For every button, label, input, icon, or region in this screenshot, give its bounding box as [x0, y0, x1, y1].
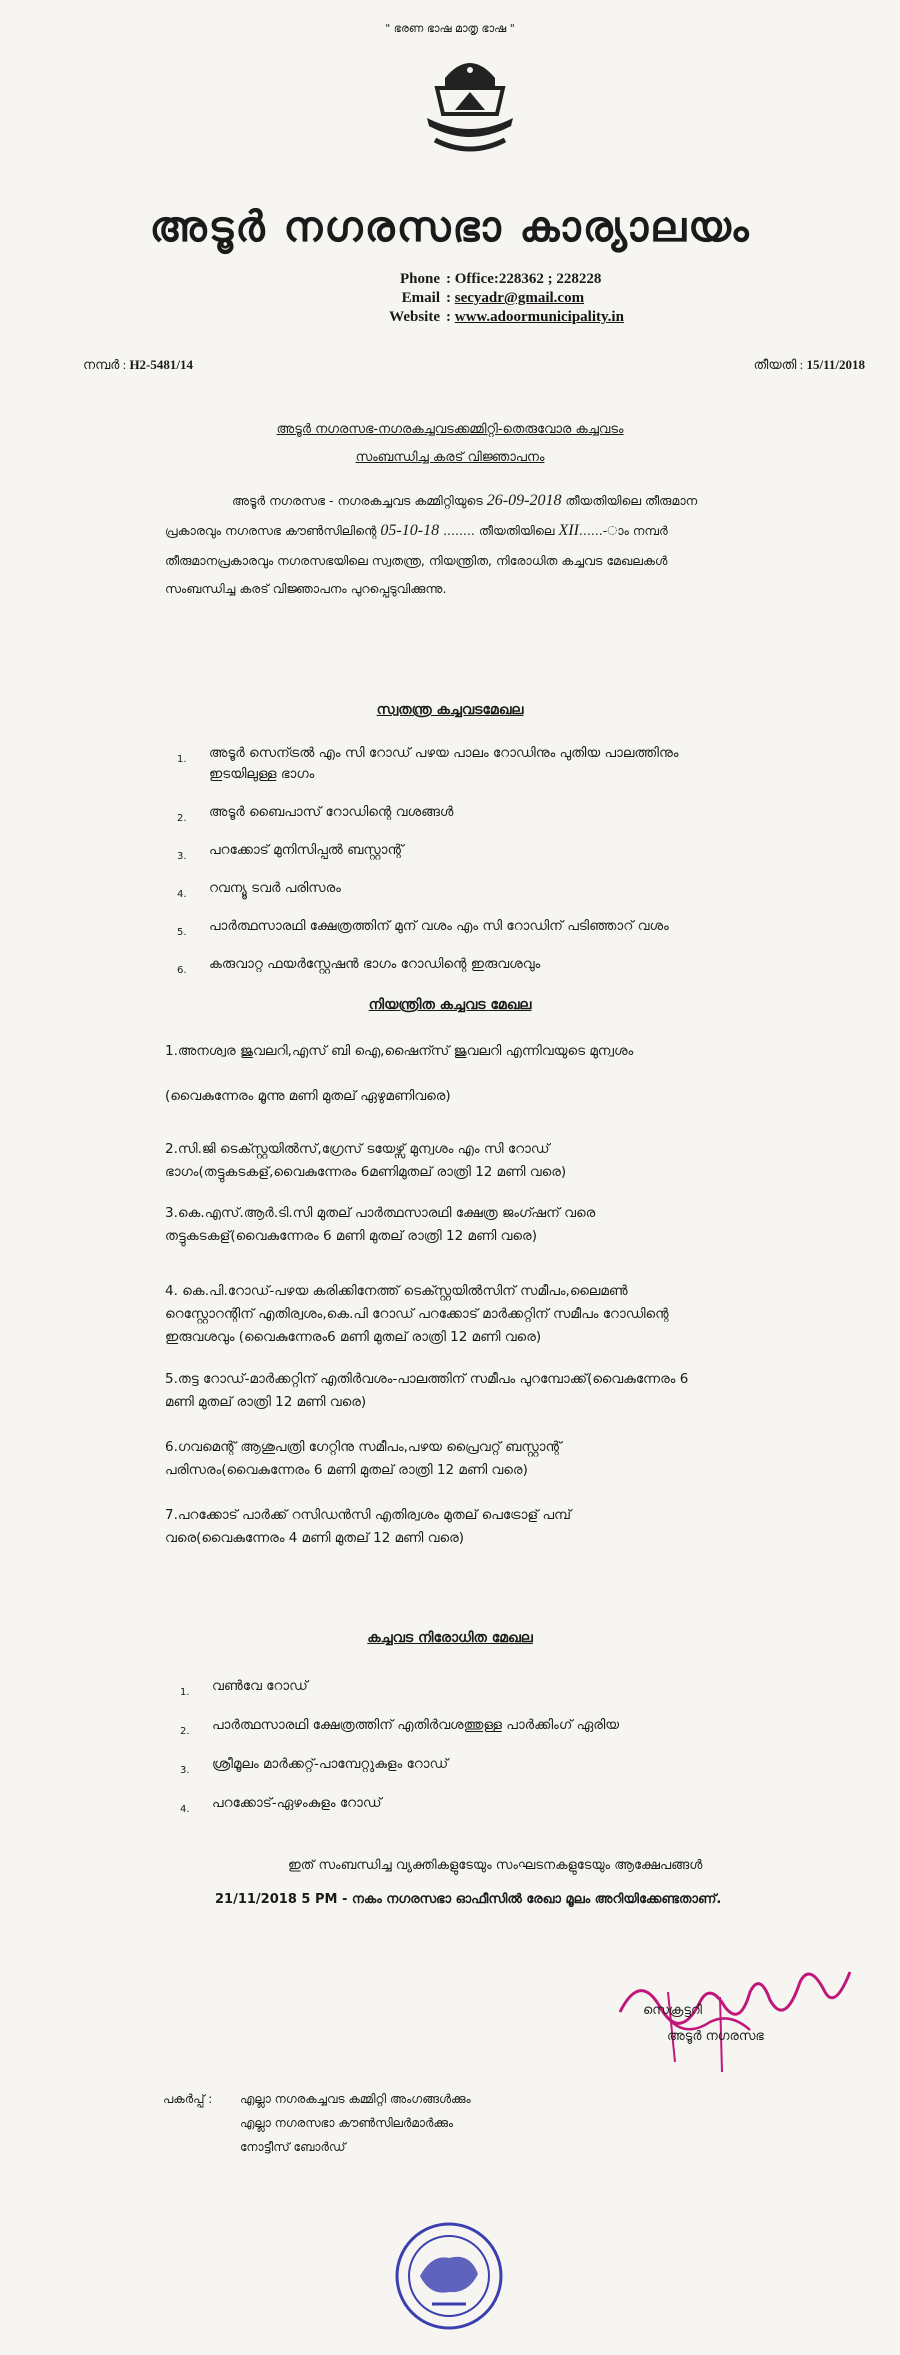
regulated-item-5: [165, 1368, 845, 1414]
regulated-text: മണി മുതല് രാത്രി 12 മണി വരെ): [165, 1394, 367, 1410]
separator: :: [446, 309, 451, 325]
regulated-text: തട്ടുകടകള്(വൈകുന്നേരം 6 മണി മുതല് രാത്രി 12 മണി വരെ): [165, 1228, 537, 1244]
regulated-item-2: [165, 1138, 845, 1184]
regulated-text: 6.ഗവമെന്റ് ആശുപത്രി ഗേറ്റിനു സമീപം,പഴയ പ്രൈവറ്റ് ബസ്റ്റാന്റ്: [165, 1439, 562, 1455]
separator: :: [446, 271, 451, 287]
list-item: കരുവാറ്റ ഫയർസ്റ്റേഷൻ ഭാഗം റോഡിന്റെ ഇരുവശവും: [209, 956, 541, 972]
list-number: 6.: [177, 965, 187, 976]
list-number: 3.: [177, 851, 187, 862]
list-item: അടൂർ സെന്ട്രൽ എം സി റോഡ് പഴയ പാലം റോഡിനും പുതിയ പാലത്തിനും: [209, 745, 679, 761]
regulated-text: 5.തട്ട റോഡ്-മാർക്കറ്റിന് എതിർവശം-പാലത്തിന് സമീപം പുറമ്പോക്ക്(വൈകുന്നേരം 6: [165, 1371, 689, 1387]
list-number: 3.: [180, 1765, 190, 1776]
phone-label: Phone: [399, 271, 440, 287]
list-number: 1.: [180, 1687, 190, 1698]
list-number: 2.: [180, 1726, 190, 1737]
list-number: 5.: [177, 927, 187, 938]
date-label: തീയതി :: [753, 357, 804, 372]
copy-recipient: എല്ലാ നഗരസഭാ കൗൺസിലർമാർക്കും: [240, 2116, 453, 2130]
prohibited-zone-title: കച്ചവട നിരോധിത മേഖല: [367, 1630, 533, 1646]
website-row: [372, 308, 624, 327]
email-label: Email: [401, 290, 440, 306]
reference-number: [83, 357, 193, 373]
list-item: ശ്രീമൂലം മാർക്കറ്റ്-പാമ്പേറ്റുകുളം റോഡ്: [212, 1756, 449, 1772]
regulated-text: 2.സി.ജി ടെക്സ്റ്റയിൽസ്,ഗ്രേസ് ടയേഴ്സ് മുന്വശം എം സി റോഡ്: [165, 1141, 550, 1157]
list-item: പറക്കോട് മുനിസിപ്പൽ ബസ്റ്റാന്റ്: [209, 842, 404, 858]
secretary-designation: സെക്രട്ടറി: [643, 2003, 702, 2018]
copy-to-label: പകർപ്പ് :: [163, 2092, 213, 2106]
list-item: ഇടയിലുള്ള ഭാഗം: [209, 766, 315, 782]
regulated-text: ഭാഗം(തട്ടുകടകള്,വൈകുന്നേരം 6മണിമുതല് രാത്രി 12 മണി വരെ): [165, 1164, 567, 1180]
regulated-item-7: [165, 1504, 845, 1550]
date-value: 15/11/2018: [806, 357, 865, 372]
ref-label: നമ്പർ :: [83, 357, 127, 372]
regulated-text: 4. കെ.പി.റോഡ്-പഴയ കരിക്കിനേത്ത് ടെക്സ്റ്റയിൽസിന് സമീപം,ലൈമൺ: [165, 1283, 628, 1299]
list-item: വൺവേ റോഡ്: [212, 1678, 308, 1694]
website-link[interactable]: www.adoormunicipality.in: [454, 309, 624, 325]
handwritten-date: 05-10-18: [380, 522, 440, 539]
regulated-text: വരെ(വൈകുന്നേരം 4 മണി മുതല് 12 മണി വരെ): [165, 1530, 465, 1546]
regulated-text: 7.പറക്കോട് പാർക്ക് റസിഡൻസി എതിര്വശം മുതല് പെട്രോള് പമ്പ്: [165, 1507, 571, 1523]
document-date: [754, 357, 865, 373]
list-number: 4.: [177, 889, 187, 900]
regulated-text: 3.കെ.എസ്.ആർ.ടി.സി മുതല് പാർത്ഥസാരഥി ക്ഷേത്ര ജംഗ്ഷന് വരെ: [165, 1205, 596, 1221]
intro-text: പ്രകാരവും നഗരസഭ കൗൺസിലിന്റെ: [165, 523, 377, 538]
regulated-text: 1.അനശ്വര ജുവലറി,എസ് ബി ഐ,ഷൈന്സ് ജുവലറി എന്നിവയുടെ മുന്വശം: [165, 1043, 634, 1059]
list-number: 2.: [177, 813, 187, 824]
list-item: റവന്യൂ ടവർ പരിസരം: [209, 880, 341, 896]
copy-recipient: നോട്ടീസ് ബോർഡ്: [240, 2140, 346, 2154]
copy-to-list: [240, 2087, 471, 2159]
handwritten-date: 26-09-2018: [486, 492, 562, 509]
email-link[interactable]: secyadr@gmail.com: [454, 290, 585, 306]
list-number: 1.: [177, 754, 187, 765]
office-seal: [392, 2216, 507, 2336]
handwritten-number: XII: [558, 522, 579, 539]
intro-text: ......-ാം നമ്പർ: [578, 523, 668, 538]
copy-recipient: എല്ലാ നഗരകച്ചവട കമ്മിറ്റി അംഗങ്ങൾക്കും: [240, 2092, 471, 2106]
regulated-text: ഇരുവശവും (വൈകുന്നേരം6 മണി മുതല് രാത്രി 12 മണി വരെ): [165, 1329, 542, 1345]
regulated-item-6: [165, 1436, 845, 1482]
closing-line-1: ഇത് സംബന്ധിച്ച വ്യക്തികളുടേയും സംഘടനകളുടേയും ആക്ഷേപങ്ങൾ: [288, 1858, 703, 1873]
contact-block: [372, 270, 624, 327]
list-item: അടൂർ ബൈപാസ് റോഡിന്റെ വശങ്ങൾ: [209, 804, 454, 820]
list-item: പാർത്ഥസാരഥി ക്ഷേത്രത്തിന് മുന് വശം എം സി റോഡിന് പടിഞ്ഞാറ് വശം: [209, 918, 669, 934]
intro-text: തീയതിയിലെ തീരുമാന: [565, 493, 698, 508]
list-item: പറക്കോട്-ഏഴംകുളം റോഡ്: [212, 1795, 382, 1811]
intro-line-4: സംബന്ധിച്ച കരട് വിജ്ഞാപനം പുറപ്പെടുവിക്കുന്നു.: [165, 581, 447, 596]
office-title: അടൂർ നഗരസഭാ കാര്യാലയം: [149, 202, 751, 251]
website-label: Website: [389, 309, 440, 325]
intro-line-2: [165, 516, 855, 546]
secretary-office: അടൂർ നഗരസഭ: [667, 2029, 764, 2044]
municipality-emblem: [415, 48, 525, 160]
regulated-zone-title: നിയന്ത്രിത കച്ചവട മേഖല: [368, 997, 532, 1013]
intro-line-1: [232, 486, 842, 516]
closing-line-2: 21/11/2018 5 PM - നകം നഗരസഭാ ഓഫീസിൽ രേഖാ മൂലം അറിയിക്കേണ്ടതാണ്.: [215, 1892, 722, 1907]
regulated-text: പരിസരം(വൈകുന്നേരം 6 മണി മുതല് രാത്രി 12 മണി വരെ): [165, 1462, 528, 1478]
subject-line-2: സംബന്ധിച്ച കരട് വിജ്ഞാപനം: [355, 450, 545, 465]
regulated-item-4: [165, 1280, 845, 1349]
regulated-item-3: [165, 1202, 845, 1248]
separator: :: [446, 290, 451, 306]
intro-text: അടൂർ നഗരസഭ - നഗരകച്ചവട കമ്മിറ്റിയുടെ: [232, 493, 483, 508]
list-item: പാർത്ഥസാരഥി ക്ഷേത്രത്തിന് എതിർവശത്തുള്ള പാർക്കിംഗ് ഏരിയ: [212, 1717, 620, 1733]
list-number: 4.: [180, 1804, 190, 1815]
ref-value: H2-5481/14: [129, 357, 193, 372]
phone-value: Office:228362 ; 228228: [454, 271, 602, 287]
intro-text: ........ തീയതിയിലെ: [443, 523, 555, 538]
regulated-item-1: [165, 1040, 845, 1108]
regulated-text: (വൈകുന്നേരം മൂന്നു മണി മുതല് ഏഴുമണിവരെ): [165, 1088, 451, 1104]
phone-row: [372, 270, 624, 289]
motto: " ഭരണ ഭാഷ മാതൃ ഭാഷ ": [385, 22, 515, 35]
subject-line-1: അടൂർ നഗരസഭ-നഗരകച്ചവടക്കമ്മിറ്റി-തെരുവോര കച്ചവടം: [276, 422, 624, 437]
regulated-text: റെസ്റ്റോറന്റിന് എതിര്വശം,കെ.പി റോഡ് പറക്കോട് മാർക്കറ്റിന് സമീപം റോഡിന്റെ: [165, 1306, 669, 1322]
free-zone-title: സ്വതന്ത്ര കച്ചവടമേഖല: [376, 702, 524, 718]
intro-line-3: തീരുമാനപ്രകാരവും നഗരസഭയിലെ സ്വതന്ത്ര, നിയന്ത്രിത, നിരോധിത കച്ചവട മേഖലകൾ: [165, 553, 668, 568]
email-row: [372, 289, 624, 308]
